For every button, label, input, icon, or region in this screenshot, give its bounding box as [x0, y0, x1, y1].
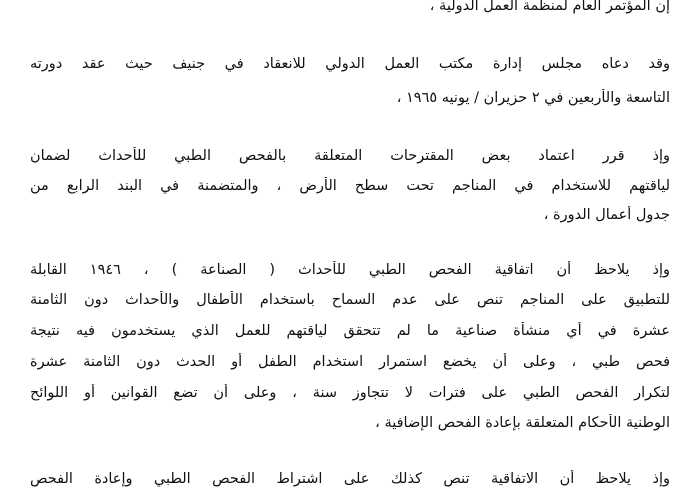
paragraph-4-line-2: للتطبيق على المناجم تنص على عدم السماح باستخدام الأطفال والأحداث دون الثامنة — [30, 292, 670, 308]
paragraph-3-line-3: جدول أعمال الدورة ، — [543, 207, 670, 223]
paragraph-4-line-5: لتكرار الفحص الطبي على فترات لا تتجاوز سنة ، وعلى أن تضع القوانين أو اللوائح — [30, 385, 670, 401]
paragraph-2-line-1: وقد دعاه مجلس إدارة مكتب العمل الدولي للانعقاد في جنيف حيث عقد دورته — [30, 56, 670, 72]
paragraph-4-line-3: عشرة في أي منشأة صناعية ما لم تتحقق لياقتهم للعمل الذي يستخدمون فيه نتيجة — [30, 323, 670, 339]
paragraph-5-line-1: وإذ يلاحظ أن الاتفاقية تنص كذلك على اشتراط الفحص الطبي وإعادة الفحص — [30, 471, 670, 487]
paragraph-4-line-4: فحص طبي ، وعلى أن يخضع استمرار استخدام الطفل أو الحدث دون الثامنة عشرة — [30, 354, 670, 370]
paragraph-3-line-2: لياقتهم للاستخدام في المناجم تحت سطح الأرض ، والمتضمنة في البند الرابع من — [30, 178, 670, 194]
paragraph-4-line-6: الوطنية الأحكام المتعلقة بإعادة الفحص الإضافية ، — [375, 415, 670, 431]
paragraph-1-line-1: إن المؤتمر العام لمنظمة العمل الدولية ، — [429, 0, 670, 14]
paragraph-4-line-1: وإذ يلاحظ أن اتفاقية الفحص الطبي للأحداث ( الصناعة ) ، ١٩٤٦ القابلة — [30, 262, 670, 278]
paragraph-3-line-1: وإذ قرر اعتماد بعض المقترحات المتعلقة بالفحص الطبي للأحداث لضمان — [30, 148, 670, 164]
paragraph-2-line-2: التاسعة والأربعين في ٢ حزيران / يونيه ١٩٦٥ ، — [396, 90, 670, 106]
